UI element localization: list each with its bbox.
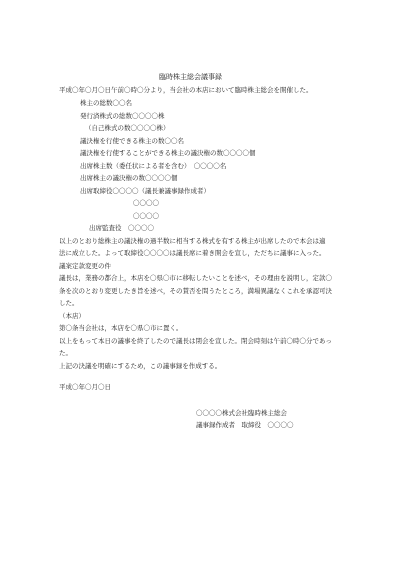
article-label: （本店） xyxy=(59,312,85,320)
stat-attending-directors: 出席取締役〇〇〇〇（議長兼議事録作成者） xyxy=(80,187,210,195)
article-text: 第〇条当会社は，本店を〇県〇市に置く。 xyxy=(59,324,183,332)
stat-director-3: 〇〇〇〇 xyxy=(133,212,159,220)
closing-line-2: た。 xyxy=(59,349,72,357)
stat-attending-shareholders: 出席株主数（委任状による者を含む） 〇〇〇〇名 xyxy=(80,162,227,170)
stat-treasury-shares: （自己株式の数〇〇〇〇株） xyxy=(85,124,170,132)
quorum-line-2: 法に成立した。よって取締役〇〇〇〇は議長席に着き開会を宣し，ただちに議事に入った。 xyxy=(59,249,326,257)
stat-attending-voting-rights: 出席株主の議決権の数〇〇〇〇個 xyxy=(80,174,178,182)
stat-director-2: 〇〇〇〇 xyxy=(133,199,159,207)
stat-total-shareholders: 株主の総数〇〇名 xyxy=(80,99,132,107)
document-date: 平成〇年〇月〇日 xyxy=(59,383,111,391)
closing-line-3: 上記の決議を明確にするため，この議事録を作成する。 xyxy=(59,362,222,370)
stat-issued-shares: 発行済株式の総数〇〇〇〇株 xyxy=(80,112,165,120)
document-title: 臨時株主総会議事録 xyxy=(159,73,222,81)
stat-voting-rights: 議決権を行使することができる株主の議決権の数〇〇〇〇個 xyxy=(80,149,256,157)
agenda-line-1: 議長は，業務の都合上，本店を〇県〇市に移転したいことを述べ，その理由を説明し，定款〇 xyxy=(59,274,332,282)
opening-paragraph: 平成〇年〇月〇日午前〇時〇分より，当会社の本店において臨時株主総会を開催した。 xyxy=(59,86,313,94)
signature-author: 議事録作成者 取締役 〇〇〇〇 xyxy=(196,421,294,429)
agenda-line-2: 条を次のとおり変更したき旨を述べ，その賛否を問うたところ，満場異議なくこれを承認可決 xyxy=(59,287,332,295)
quorum-line-1: 以上のとおり総株主の議決権の過半数に相当する株式を有する株主が出席したので本会は適 xyxy=(59,237,326,245)
closing-line-1: 以上をもって本日の議事を終了したので議長は閉会を宣した。閉会時刻は午前〇時〇分であっ xyxy=(59,337,332,345)
stat-voting-shareholders: 議決権を行使できる株主の数〇〇名 xyxy=(80,137,184,145)
agenda-heading: 議案定款変更の件 xyxy=(59,262,111,270)
signature-organization: 〇〇〇〇株式会社臨時株主総会 xyxy=(196,409,287,417)
agenda-line-3: した。 xyxy=(59,299,79,307)
stat-attending-auditor: 出席監査役 〇〇〇〇 xyxy=(89,224,154,232)
